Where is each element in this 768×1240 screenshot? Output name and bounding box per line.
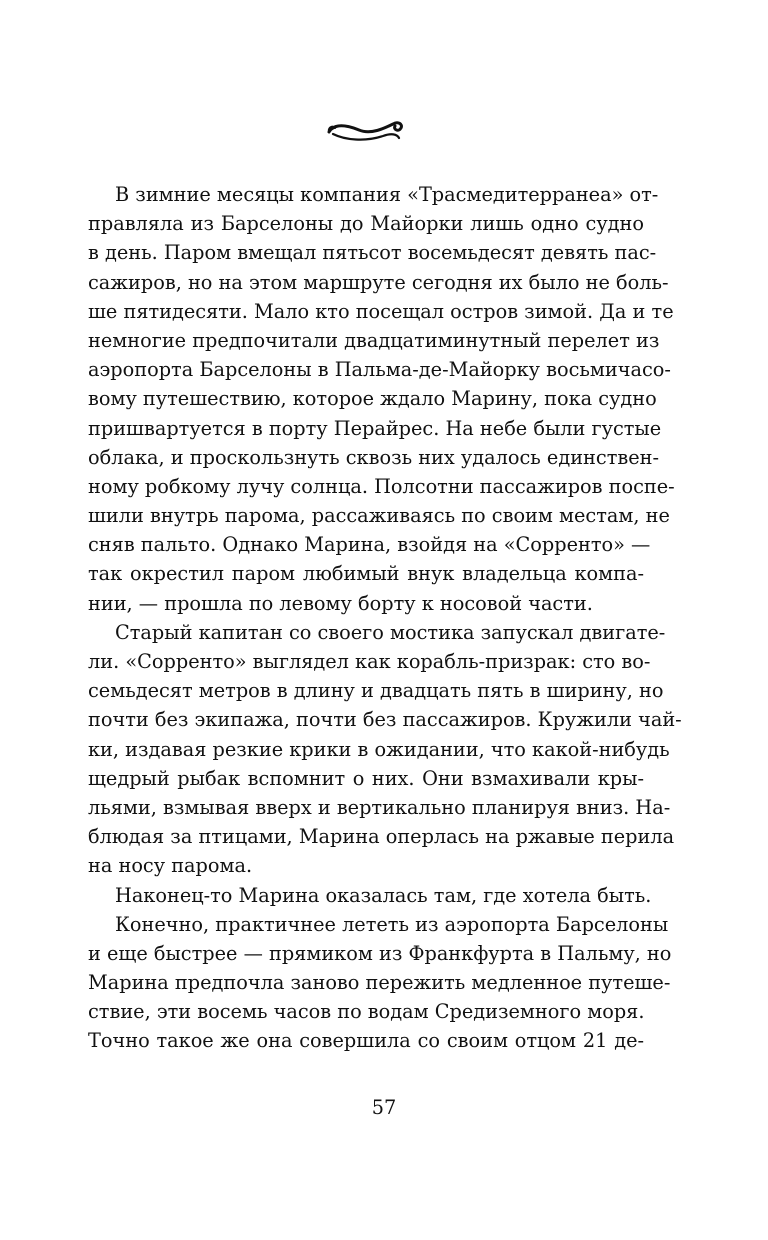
text-line: в день. Паром вмещал пятьсот восемьдесят девять пас- <box>88 241 657 265</box>
body-text <box>88 180 682 1056</box>
text-line: Марина предпочла заново пережить медленное путеше- <box>88 971 671 995</box>
text-line: льями, взмывая вверх и вертикально планируя вниз. На- <box>88 795 671 819</box>
text-line: ки, издавая резкие крики в ожидании, что какой-нибудь <box>88 737 670 761</box>
text-line: семьдесят метров в длину и двадцать пять в ширину, но <box>88 679 664 703</box>
text-line: сняв пальто. Однако Марина, взойдя на «Сорренто» — <box>88 533 651 557</box>
text-line: правляла из Барселоны до Майорки лишь одно судно <box>88 212 644 236</box>
text-line: облака, и проскользнуть сквозь них удалось единствен- <box>88 445 659 469</box>
text-line: ствие, эти восемь часов по водам Средиземного моря. <box>88 1000 645 1024</box>
text-line: немногие предпочитали двадцатиминутный перелет из <box>88 328 660 352</box>
text-line: шили внутрь парома, рассаживаясь по своим местам, не <box>88 504 670 528</box>
text-line: сажиров, но на этом маршруте сегодня их было не боль- <box>88 270 669 294</box>
text-line: блюдая за птицами, Марина оперлась на ржавые перила <box>88 825 675 849</box>
text-line: щедрый рыбак вспомнит о них. Они взмахивали кры- <box>88 766 644 790</box>
flourish-ornament-icon <box>325 112 405 148</box>
text-line: так окрестил паром любимый внук владельца компа- <box>88 562 644 586</box>
text-line: ли. «Сорренто» выглядел как корабль-призрак: сто во- <box>88 650 651 673</box>
text-line: аэропорта Барселоны в Пальма-де-Майорку восьмичасо- <box>88 358 671 382</box>
text-line: Точно такое же она совершила со своим отцом 21 де- <box>88 1029 644 1053</box>
text-line: пришвартуется в порту Перайрес. На небе были густые <box>88 416 662 440</box>
text-line: нии, — прошла по левому борту к носовой части. <box>88 591 593 615</box>
text-line: на носу парома. <box>88 854 253 878</box>
text-line: Наконец-то Марина оказалась там, где хотела быть. <box>115 883 652 907</box>
text-line: В зимние месяцы компания «Трасмедитерранеа» от- <box>115 183 659 206</box>
text-line: вому путешествию, которое ждало Марину, пока судно <box>88 387 657 411</box>
page-number: 57 <box>371 1096 397 1119</box>
text-line: ше пятидесяти. Мало кто посещал остров зимой. Да и те <box>88 299 674 323</box>
text-line: Конечно, практичнее лететь из аэропорта Барселоны <box>115 912 669 936</box>
text-line: почти без экипажа, почти без пассажиров. Кружили чай- <box>88 708 682 732</box>
text-line: Старый капитан со своего мостика запускал двигате- <box>115 620 666 644</box>
text-line: ному робкому лучу солнца. Полсотни пассажиров поспе- <box>88 474 675 498</box>
text-line: и еще быстрее — прямиком из Франкфурта в Пальму, но <box>88 941 672 965</box>
